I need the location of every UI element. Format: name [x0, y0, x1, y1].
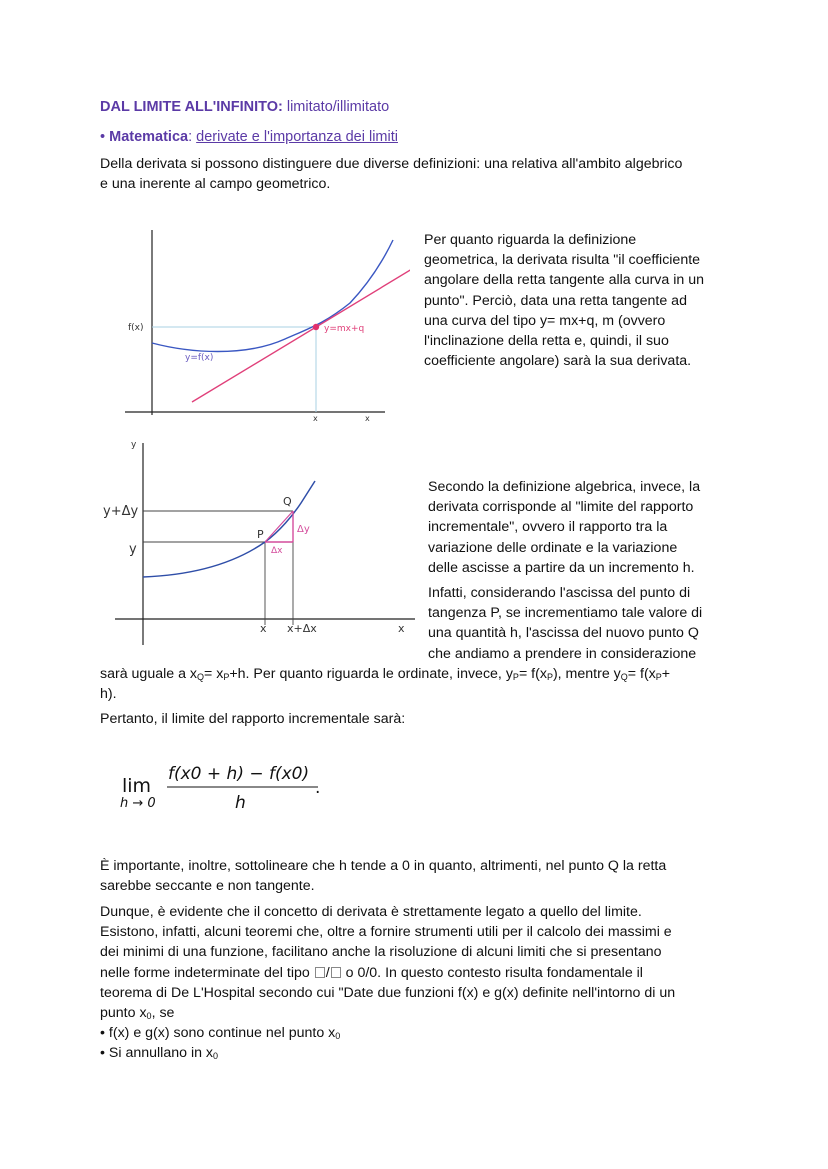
denominator: h: [235, 793, 246, 813]
text: o 0/0. In questo contesto risulta fondamentale il: [341, 964, 643, 981]
missing-glyph-box: [315, 967, 325, 978]
point-p-label: P: [257, 528, 264, 541]
intro-line: e una inerente al campo geometrico.: [100, 176, 331, 193]
text: , se: [151, 1005, 175, 1022]
x-axis-label: x: [398, 622, 405, 635]
pertanto-line: Pertanto, il limite del rapporto incrementale sarà:: [100, 711, 406, 727]
sub: Q: [197, 672, 205, 682]
subheading-label: Matematica: [109, 129, 189, 145]
dunque-line: Dunque, è evidente che il concetto di derivata è strettamente legato a quello del limite.: [100, 904, 642, 920]
secant-segment: [265, 511, 293, 542]
important-line: sarebbe seccante e non tangente.: [100, 878, 315, 895]
continuation-paragraph: [100, 664, 750, 704]
infatti-paragraph: [428, 583, 748, 664]
text: +: [661, 666, 671, 682]
subheading-bullet: •: [100, 129, 110, 145]
y-label: y: [129, 542, 137, 557]
dunque-line: dei minimi di una funzione, facilitano anche la risoluzione di alcuni limiti che si presentano: [100, 944, 662, 961]
tangent-line: [192, 269, 410, 402]
curve: [152, 240, 393, 352]
limit-formula: [110, 755, 350, 820]
infatti-line: tangenza P, se incrementiamo tale valore di: [428, 605, 703, 622]
intro-paragraph: [100, 154, 740, 194]
geo-line: una curva del tipo y= mx+q, m (ovvero: [424, 312, 666, 329]
continuation-line-1: [100, 664, 750, 684]
sub: P: [655, 672, 662, 682]
tangent-point: [313, 324, 319, 330]
dunque-line: [100, 1003, 760, 1023]
alg-line: delle ascisse a partire da un incremento h.: [428, 559, 695, 576]
alg-line: variazione delle ordinate e la variazione: [428, 539, 678, 556]
text: = f(x: [627, 666, 656, 682]
list-item: [100, 1023, 760, 1043]
dunque-line: teorema di De L'Hospital secondo cui "Date due funzioni f(x) e g(x) definite nell'intorno di un: [100, 984, 676, 1001]
tangent-figure: [110, 225, 410, 425]
sub: P: [546, 672, 553, 682]
x-axis-label: x: [365, 414, 370, 423]
infatti-line: Infatti, considerando l'ascissa del punto di: [428, 585, 691, 601]
infatti-line: che andiamo a prendere in considerazione: [428, 645, 697, 662]
text: = x: [204, 666, 224, 682]
xdx-label: x+Δx: [287, 622, 317, 635]
tangent-label: y=mx+q: [324, 324, 365, 334]
ydy-label: y+Δy: [103, 504, 139, 519]
geo-line: geometrica, la derivata risulta "il coefficiente: [424, 252, 701, 269]
point-q-label: Q: [283, 495, 292, 508]
text: • Si annullano in x: [100, 1045, 214, 1062]
lim-under: h → 0: [120, 796, 156, 811]
dunque-line: [100, 963, 760, 983]
sub: 0: [335, 1031, 341, 1042]
sub: 0: [213, 1051, 219, 1062]
infatti-line: una quantità h, l'ascissa del nuovo punto Q: [428, 625, 699, 642]
subheading-link[interactable]: derivate e l'importanza dei limiti: [196, 129, 398, 145]
numerator: f(x0 + h) − f(x0): [168, 764, 310, 784]
important-paragraph: [100, 856, 750, 896]
subheading-colon: :: [188, 129, 197, 145]
subheading: [100, 129, 398, 145]
dx-label: Δx: [271, 546, 283, 556]
geo-line: punto". Perciò, data una retta tangente ad: [424, 292, 687, 309]
lim-text: lim: [122, 775, 152, 797]
sub: Q: [620, 672, 628, 682]
text: • f(x) e g(x) sono continue nel punto x: [100, 1025, 336, 1042]
sub: P: [223, 672, 230, 682]
y-axis-label: y: [131, 440, 137, 450]
sub: 0: [146, 1011, 152, 1022]
text: = f(x: [518, 666, 547, 682]
text: nelle forme indeterminate del tipo: [100, 964, 314, 981]
continuation-line-2: h).: [100, 686, 117, 703]
formula-dot: .: [315, 778, 321, 798]
dunque-line: Esistono, infatti, alcuni teoremi che, oltre a fornire strumenti utili per il calcolo dei massimi e: [100, 924, 672, 941]
geometric-paragraph: [424, 230, 744, 371]
page-title: [100, 99, 389, 115]
intro-line: Della derivata si possono distinguere due diverse definizioni: una relativa all'ambito algebrico: [100, 156, 683, 172]
incremental-figure: [95, 435, 420, 650]
text: sarà uguale a x: [100, 666, 198, 682]
text: punto x: [100, 1005, 147, 1022]
x-label: x: [260, 622, 267, 635]
dunque-paragraph: [100, 902, 760, 1064]
dy-label: Δy: [297, 524, 310, 535]
curve-label: y=f(x): [185, 353, 214, 363]
alg-line: Secondo la definizione algebrica, invece, la: [428, 479, 701, 495]
text: ), mentre y: [552, 666, 621, 682]
list-item: [100, 1043, 760, 1063]
missing-glyph-box: [331, 967, 341, 978]
geo-line: angolare della retta tangente alla curva in un: [424, 272, 705, 289]
fx-label: f(x): [128, 323, 144, 333]
sub: P: [512, 672, 519, 682]
text: /: [325, 964, 330, 981]
x-point-label: x: [313, 414, 318, 423]
title-main: DAL LIMITE ALL'INFINITO:: [100, 99, 283, 115]
geo-line: Per quanto riguarda la definizione: [424, 232, 637, 248]
geo-line: coefficiente angolare) sarà la sua derivata.: [424, 353, 692, 370]
important-line: È importante, inoltre, sottolineare che h tende a 0 in quanto, altrimenti, nel punto Q la retta: [100, 858, 667, 874]
alg-line: derivata corrisponde al "limite del rapporto: [428, 499, 694, 516]
algebraic-paragraph: [428, 477, 748, 578]
text: +h. Per quanto riguarda le ordinate, invece, y: [229, 666, 513, 682]
geo-line: l'inclinazione della retta e, quindi, il suo: [424, 333, 669, 350]
alg-line: incrementale", ovvero il rapporto tra la: [428, 519, 668, 536]
title-sub: limitato/illimitato: [282, 99, 390, 115]
